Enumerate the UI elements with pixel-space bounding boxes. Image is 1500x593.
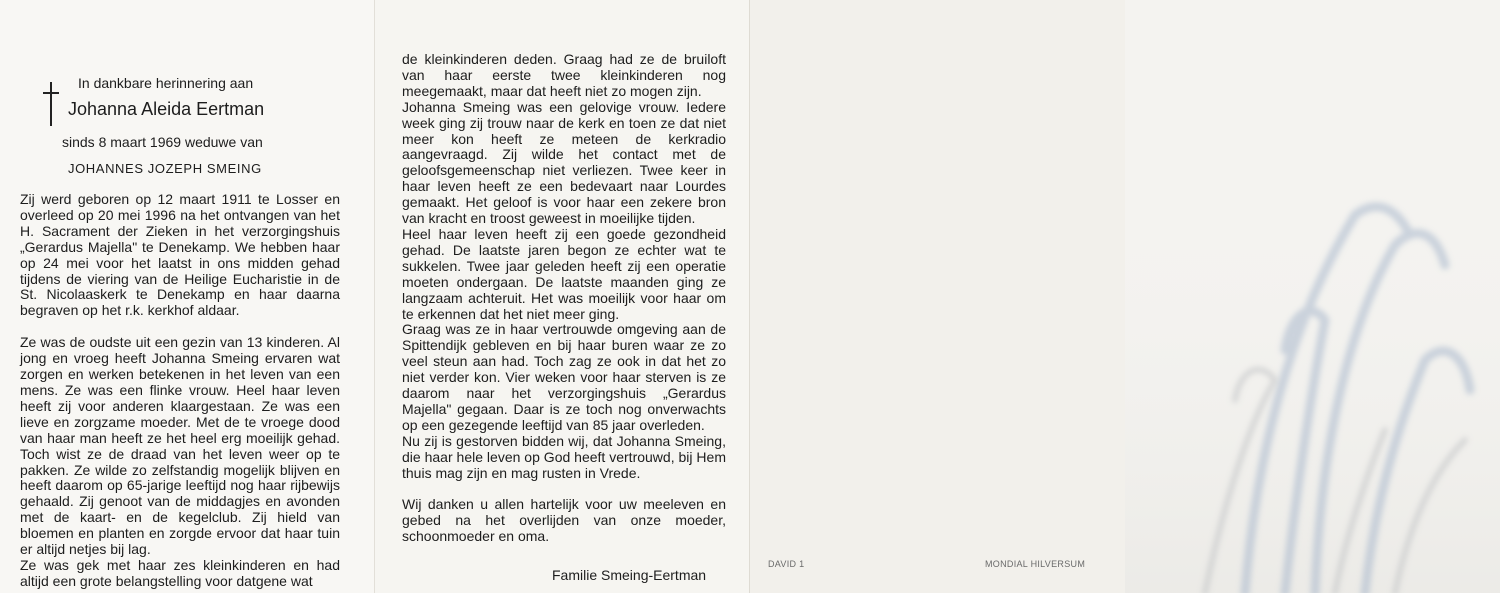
paragraph: Nu zij is gestorven bidden wij, dat Johanna Smeing, die haar hele leven op God heeft vertrouwd, bij Hem thuis mag zijn en mag rusten in Vrede. [402, 432, 726, 481]
paragraph: Johanna Smeing was een gelovige vrouw. Iedere week ging zij trouw naar de kerk en toen ze dat niet meer kon heeft ze meteen de kerkradio aangevraagd. Zij wilde het contact met de geloofsgemeenschap niet verliezen. Twee keer in haar leven heeft ze een bedevaart naar Lourdes gemaakt. Het geloof is voor haar een zekere bron van kracht en troost geweest in moeilijke tijden. [402, 98, 726, 227]
card-panel-front-right [375, 0, 750, 593]
widow-since-line: sinds 8 maart 1969 weduwe van [62, 134, 263, 150]
print-code: DAVID 1 [768, 559, 805, 569]
biography-left [20, 192, 340, 590]
paragraph: Heel haar leven heeft zij een goede gezondheid gehad. De laatste jaren begon ze echter wat te sukkelen. Twee jaar geleden heeft zij een operatie moeten ondergaan. De laatste maanden ging ze langzaam achteruit. Het was moeilijk voor haar om te erkennen dat het niet meer ging. [402, 225, 726, 322]
husband-name: JOHANNES JOZEPH SMEING [68, 161, 262, 176]
paragraph: Ze was de oudste uit een gezin van 13 kinderen. Al jong en vroeg heeft Johanna Smeing ervaren wat zorgen en werken betekenen in het leven van een mens. Ze was een flinke vrouw. Heel haar leven heeft zij voor anderen klaargestaan. Ze was een lieve en zorgzame moeder. Met de te vroege dood van haar man heeft ze het heel erg moeilijk gehad. Toch wist ze de draad van het leven weer op te pakken. Ze wilde zo zelfstandig mogelijk blijven en heeft daarom op 65-jarige leeftijd nog haar rijbewijs gehaald. Zij genoot van de middagjes en avonden met de kaart- en de kegelclub. Zij hield van bloemen en planten en zorgde ervoor dat haar tuin er altijd netjes bij lag. [20, 334, 340, 558]
printer-name: MONDIAL HILVERSUM [985, 559, 1086, 569]
grass-illustration [1125, 0, 1500, 593]
cross-icon [43, 82, 59, 126]
family-signature: Familie Smeing-Eertman [552, 567, 707, 583]
card-panel-front-left [0, 0, 375, 593]
card-panel-cover [1125, 0, 1500, 593]
paragraph: de kleinkinderen deden. Graag had ze de bruiloft van haar eerste twee kleinkinderen nog meegemaakt, maar dat heeft niet zo mogen zijn. [402, 51, 726, 99]
paragraph: Ze was gek met haar zes kleinkinderen en had altijd een grote belangstelling voor datgene wat [20, 556, 340, 589]
biography-right [402, 52, 726, 545]
card-panel-back [750, 0, 1125, 593]
paragraph: Wij danken u allen hartelijk voor uw meeleven en gebed na het overlijden van onze moeder, schoonmoeder en oma. [402, 496, 726, 545]
deceased-name: Johanna Aleida Eertman [68, 99, 265, 119]
intro-line: In dankbare herinnering aan [78, 75, 254, 91]
paragraph: Zij werd geboren op 12 maart 1911 te Losser en overleed op 20 mei 1996 na het ontvangen van het H. Sacrament der Zieken in het verzorgingshuis „Gerardus Majella" te Denekamp. We hebben haar op 24 mei voor het laatst in ons midden gehad tijdens de viering van de Heilige Eucharistie in de St. Nicolaaskerk te Denekamp en haar daarna begraven op het r.k. kerkhof aldaar. [20, 191, 340, 319]
paragraph: Graag was ze in haar vertrouwde omgeving aan de Spittendijk gebleven en bij haar buren waar ze zo veel steun aan had. Toch zag ze ook in dat het zo niet verder kon. Vier weken voor haar sterven is ze daarom naar het verzorgingshuis „Gerardus Majella" gegaan. Daar is ze toch nog onverwachts op een gezegende leeftijd van 85 jaar overleden. [402, 321, 726, 433]
